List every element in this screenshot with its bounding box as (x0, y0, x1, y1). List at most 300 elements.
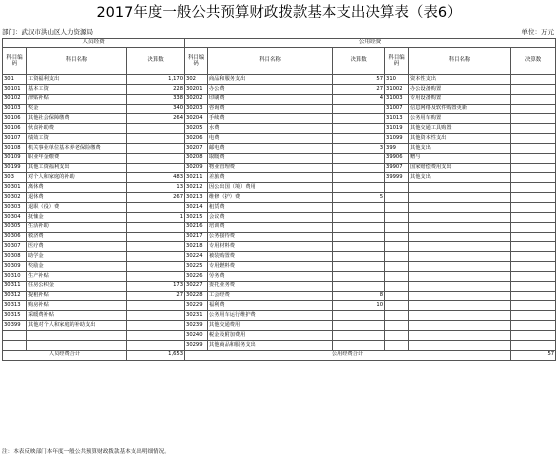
report-title: 2017年度一般公共预算财政拨款基本支出决算表（表6） (96, 5, 462, 21)
amount-cell (127, 202, 185, 212)
table-row (3, 124, 556, 134)
amount-cell: 1,170 (127, 75, 185, 85)
code-cell: 30101 (3, 84, 27, 94)
amount-cell (333, 104, 385, 114)
code-cell: 31099 (385, 134, 409, 144)
code-cell: 30306 (3, 232, 27, 242)
amount-cell: 228 (127, 84, 185, 94)
name-cell (409, 301, 511, 311)
name-cell: 其他工资福利支出 (27, 163, 127, 173)
amount-cell: 483 (127, 173, 185, 183)
amount-cell (511, 291, 556, 301)
amount-cell (511, 104, 556, 114)
amount-cell (333, 202, 385, 212)
table-row (3, 183, 556, 193)
amount-cell (127, 134, 185, 144)
name-cell: 对个人和家庭的补助 (27, 173, 127, 183)
amount-cell: 340 (127, 104, 185, 114)
name-cell: 劳务费 (208, 271, 333, 281)
table-row (3, 262, 556, 272)
name-cell: 信息网络及软件购置更新 (409, 104, 511, 114)
code-cell: 30302 (3, 193, 27, 203)
name-cell: 专用材料费 (208, 242, 333, 252)
amount-cell (333, 271, 385, 281)
name-cell: 被装购置费 (208, 252, 333, 262)
amount-cell (127, 330, 185, 340)
code-cell: 30228 (185, 291, 208, 301)
code-cell: 30231 (185, 311, 208, 321)
name-cell (409, 340, 511, 350)
name-cell: 其他支出 (409, 173, 511, 183)
code-cell: 30107 (3, 134, 27, 144)
code-cell (385, 183, 409, 193)
code-cell (385, 262, 409, 272)
code-cell: 30304 (3, 212, 27, 222)
code-cell (3, 340, 27, 350)
code-cell (385, 242, 409, 252)
code-cell: 30203 (185, 104, 208, 114)
table-row (3, 75, 556, 85)
group-header-row (3, 39, 556, 48)
code-cell: 30305 (3, 222, 27, 232)
name-cell (409, 232, 511, 242)
code-cell: 30108 (3, 143, 27, 153)
name-cell (409, 212, 511, 222)
amount-cell (333, 134, 385, 144)
name-cell: 生产补贴 (27, 271, 127, 281)
name-cell: 专用设备购置 (409, 94, 511, 104)
amount-cell: 27 (127, 291, 185, 301)
amount-cell (127, 153, 185, 163)
code-cell (385, 311, 409, 321)
code-cell: 30225 (185, 262, 208, 272)
code-cell: 301 (3, 75, 27, 85)
name-cell: 物业管理费 (208, 163, 333, 173)
code-cell: 302 (185, 75, 208, 85)
table-row (3, 193, 556, 203)
name-cell: 差旅费 (208, 173, 333, 183)
code-cell: 30303 (3, 202, 27, 212)
table-row (3, 291, 556, 301)
amount-header: 决算数 (333, 48, 385, 75)
code-cell: 30106 (3, 124, 27, 134)
amount-cell (127, 340, 185, 350)
code-cell: 30308 (3, 252, 27, 262)
name-cell (409, 330, 511, 340)
amount-cell (333, 330, 385, 340)
amount-cell (511, 330, 556, 340)
name-cell: 离休费 (27, 183, 127, 193)
amount-cell (511, 262, 556, 272)
code-cell: 30211 (185, 173, 208, 183)
name-cell (409, 202, 511, 212)
table-row (3, 84, 556, 94)
amount-cell: 267 (127, 193, 185, 203)
amount-cell: 27 (333, 84, 385, 94)
name-cell (409, 291, 511, 301)
name-cell: 维修（护）费 (208, 193, 333, 203)
amount-cell (333, 321, 385, 331)
footnote: 注：本表反映部门本年度一般公共预算财政拨款基本支出明细情况。 (2, 449, 170, 455)
name-cell: 培训费 (208, 222, 333, 232)
code-cell: 303 (3, 173, 27, 183)
amount-cell (127, 311, 185, 321)
code-cell: 30208 (185, 153, 208, 163)
name-cell: 助学金 (27, 252, 127, 262)
amount-cell (333, 114, 385, 124)
code-header: 科目编码 (385, 48, 409, 75)
amount-cell (511, 173, 556, 183)
code-cell: 39906 (385, 153, 409, 163)
name-cell: 津贴补贴 (27, 94, 127, 104)
code-cell: 30207 (185, 143, 208, 153)
amount-cell (511, 321, 556, 331)
amount-header: 决算数 (511, 48, 556, 75)
table-row (3, 222, 556, 232)
code-cell: 31013 (385, 114, 409, 124)
amount-cell (127, 232, 185, 242)
amount-cell (511, 193, 556, 203)
name-cell (409, 193, 511, 203)
name-cell: 取暖费 (208, 153, 333, 163)
code-cell (385, 301, 409, 311)
amount-cell (511, 114, 556, 124)
name-cell: 办公费 (208, 84, 333, 94)
table-row (3, 340, 556, 350)
code-cell: 30227 (185, 281, 208, 291)
table-row (3, 134, 556, 144)
code-cell: 30202 (185, 94, 208, 104)
amount-cell (127, 143, 185, 153)
code-cell (385, 340, 409, 350)
code-cell: 31002 (385, 84, 409, 94)
amount-cell (333, 153, 385, 163)
table-row (3, 143, 556, 153)
amount-cell (511, 124, 556, 134)
amount-cell (333, 242, 385, 252)
amount-cell (127, 252, 185, 262)
amount-cell: 57 (333, 75, 385, 85)
table-row (3, 114, 556, 124)
amount-cell (511, 94, 556, 104)
amount-cell: 5 (333, 193, 385, 203)
amount-cell (333, 163, 385, 173)
code-cell: 30109 (3, 153, 27, 163)
code-cell: 30106 (3, 114, 27, 124)
amount-cell: 13 (127, 183, 185, 193)
code-cell: 30301 (3, 183, 27, 193)
code-cell: 30224 (185, 252, 208, 262)
code-cell: 30399 (3, 321, 27, 331)
name-cell: 伙食补助费 (27, 124, 127, 134)
name-cell: 工会经费 (208, 291, 333, 301)
code-cell: 30213 (185, 193, 208, 203)
name-cell: 生活补助 (27, 222, 127, 232)
amount-cell (333, 281, 385, 291)
name-cell: 绩效工资 (27, 134, 127, 144)
code-cell: 30215 (185, 212, 208, 222)
public-total-amount: 57 (511, 350, 556, 360)
amount-cell (333, 222, 385, 232)
table-row (3, 163, 556, 173)
code-cell (385, 222, 409, 232)
amount-cell (127, 222, 185, 232)
amount-cell (511, 232, 556, 242)
amount-cell (511, 311, 556, 321)
code-cell (385, 291, 409, 301)
name-cell: 奖金 (27, 104, 127, 114)
amount-cell (511, 153, 556, 163)
amount-cell: 338 (127, 94, 185, 104)
name-cell: 机关事业单位基本养老保险缴费 (27, 143, 127, 153)
name-cell: 租赁费 (208, 202, 333, 212)
code-cell: 30310 (3, 271, 27, 281)
amount-cell (333, 124, 385, 134)
code-cell: 30214 (185, 202, 208, 212)
name-cell: 职业年金缴费 (27, 153, 127, 163)
amount-cell (333, 232, 385, 242)
name-cell: 邮电费 (208, 143, 333, 153)
table-row (3, 232, 556, 242)
name-cell: 赠与 (409, 153, 511, 163)
table-row (3, 94, 556, 104)
amount-header: 决算数 (127, 48, 185, 75)
name-cell (409, 281, 511, 291)
amount-cell (127, 163, 185, 173)
name-cell (409, 252, 511, 262)
name-header: 科目名称 (409, 48, 511, 75)
amount-cell (511, 271, 556, 281)
name-cell: 其他支出 (409, 143, 511, 153)
name-cell: 住房公积金 (27, 281, 127, 291)
code-cell: 31019 (385, 124, 409, 134)
name-cell: 抚恤金 (27, 212, 127, 222)
personnel-group-header: 人员经费 (3, 39, 185, 48)
name-cell: 救济费 (27, 232, 127, 242)
code-cell: 30307 (3, 242, 27, 252)
public-group-header: 公用经费 (185, 39, 556, 48)
amount-cell (511, 301, 556, 311)
table-row (3, 242, 556, 252)
name-cell: 因公出国（境）费用 (208, 183, 333, 193)
totals-row (3, 350, 556, 360)
code-cell: 30309 (3, 262, 27, 272)
expenditure-table-container (2, 38, 555, 361)
code-cell: 30239 (185, 321, 208, 331)
table-row (3, 271, 556, 281)
name-cell: 其他资本性支出 (409, 134, 511, 144)
amount-cell: 3 (333, 143, 385, 153)
code-cell: 30102 (3, 94, 27, 104)
code-cell: 39999 (385, 173, 409, 183)
amount-cell (333, 340, 385, 350)
code-cell: 30217 (185, 232, 208, 242)
name-cell: 其他对个人和家庭的补助支出 (27, 321, 127, 331)
name-cell (409, 271, 511, 281)
public-total-label: 公用经费合计 (185, 350, 511, 360)
code-cell (385, 321, 409, 331)
column-header-row (3, 48, 556, 75)
name-cell (409, 183, 511, 193)
code-cell: 30205 (185, 124, 208, 134)
name-cell (409, 222, 511, 232)
name-cell: 提租补贴 (27, 291, 127, 301)
code-cell: 39907 (385, 163, 409, 173)
name-cell: 办公设备购置 (409, 84, 511, 94)
code-cell (3, 330, 27, 340)
code-cell: 30103 (3, 104, 27, 114)
code-cell: 30209 (185, 163, 208, 173)
name-cell: 商品和服务支出 (208, 75, 333, 85)
amount-cell: 1 (127, 212, 185, 222)
department-label: 部门：武汉市洪山区人力资源局 (2, 28, 93, 36)
amount-cell (511, 222, 556, 232)
table-row (3, 330, 556, 340)
code-cell: 30311 (3, 281, 27, 291)
code-cell: 30313 (3, 301, 27, 311)
amount-cell: 8 (333, 291, 385, 301)
code-cell: 30212 (185, 183, 208, 193)
amount-cell (511, 212, 556, 222)
name-cell: 公务用车运行维护费 (208, 311, 333, 321)
amount-cell (127, 301, 185, 311)
code-cell: 31007 (385, 104, 409, 114)
amount-cell (127, 271, 185, 281)
table-row (3, 321, 556, 331)
name-cell: 手续费 (208, 114, 333, 124)
amount-cell (333, 262, 385, 272)
name-cell: 公务接待费 (208, 232, 333, 242)
amount-cell (511, 134, 556, 144)
amount-cell (511, 252, 556, 262)
code-cell (385, 330, 409, 340)
amount-cell (333, 212, 385, 222)
code-cell: 30204 (185, 114, 208, 124)
code-cell: 30216 (185, 222, 208, 232)
name-cell: 委托业务费 (208, 281, 333, 291)
name-cell: 基本工资 (27, 84, 127, 94)
code-header: 科目编码 (3, 48, 27, 75)
table-row (3, 252, 556, 262)
personnel-total-amount: 1,653 (127, 350, 185, 360)
amount-cell (511, 84, 556, 94)
table-row (3, 173, 556, 183)
table-row (3, 301, 556, 311)
unit-label: 单位：万元 (521, 28, 554, 36)
name-cell: 公务用车购置 (409, 114, 511, 124)
amount-cell (511, 281, 556, 291)
code-cell (385, 202, 409, 212)
name-cell: 其他交通费用 (208, 321, 333, 331)
code-cell: 30199 (3, 163, 27, 173)
name-cell: 奖励金 (27, 262, 127, 272)
name-cell (409, 262, 511, 272)
code-cell: 30240 (185, 330, 208, 340)
code-cell: 30201 (185, 84, 208, 94)
amount-cell (511, 202, 556, 212)
name-cell (409, 311, 511, 321)
name-cell (409, 321, 511, 331)
code-cell (385, 212, 409, 222)
table-row (3, 281, 556, 291)
table-row (3, 212, 556, 222)
code-cell (385, 232, 409, 242)
amount-cell: 173 (127, 281, 185, 291)
amount-cell (333, 183, 385, 193)
code-cell: 30312 (3, 291, 27, 301)
code-cell: 30229 (185, 301, 208, 311)
expenditure-table (2, 38, 556, 361)
name-cell: 工资福利支出 (27, 75, 127, 85)
table-row (3, 202, 556, 212)
name-header: 科目名称 (208, 48, 333, 75)
name-cell: 国家赔偿费用支出 (409, 163, 511, 173)
amount-cell (511, 340, 556, 350)
amount-cell (511, 242, 556, 252)
code-cell: 30218 (185, 242, 208, 252)
code-cell: 31003 (385, 94, 409, 104)
amount-cell: 264 (127, 114, 185, 124)
amount-cell (127, 262, 185, 272)
personnel-total-label: 人员经费合计 (3, 350, 127, 360)
amount-cell (127, 242, 185, 252)
code-cell: 30226 (185, 271, 208, 281)
code-cell: 399 (385, 143, 409, 153)
amount-cell (127, 124, 185, 134)
name-cell: 其他交通工具购置 (409, 124, 511, 134)
name-cell: 医疗费 (27, 242, 127, 252)
code-cell (385, 271, 409, 281)
name-cell: 其他商品和服务支出 (208, 340, 333, 350)
code-cell (385, 252, 409, 262)
name-cell: 资本性支出 (409, 75, 511, 85)
name-cell: 其他社会保障缴费 (27, 114, 127, 124)
amount-cell (333, 173, 385, 183)
amount-cell (333, 311, 385, 321)
table-row (3, 104, 556, 114)
name-cell: 福利费 (208, 301, 333, 311)
amount-cell (511, 143, 556, 153)
code-cell (385, 193, 409, 203)
table-row (3, 153, 556, 163)
amount-cell (511, 183, 556, 193)
table-row (3, 311, 556, 321)
name-cell (27, 340, 127, 350)
code-header: 科目编码 (185, 48, 208, 75)
amount-cell (511, 75, 556, 85)
amount-cell: 4 (333, 94, 385, 104)
name-cell: 水费 (208, 124, 333, 134)
name-cell: 电费 (208, 134, 333, 144)
name-cell: 印刷费 (208, 94, 333, 104)
name-cell (409, 242, 511, 252)
name-cell: 专用燃料费 (208, 262, 333, 272)
name-cell: 税金及附加费用 (208, 330, 333, 340)
name-cell: 会议费 (208, 212, 333, 222)
code-cell: 310 (385, 75, 409, 85)
code-cell: 30206 (185, 134, 208, 144)
name-cell: 退休费 (27, 193, 127, 203)
name-cell: 采暖费补贴 (27, 311, 127, 321)
name-header: 科目名称 (27, 48, 127, 75)
amount-cell (127, 321, 185, 331)
amount-cell (333, 252, 385, 262)
code-cell: 30315 (3, 311, 27, 321)
name-cell: 退职（役）费 (27, 202, 127, 212)
code-cell (385, 281, 409, 291)
name-cell (27, 330, 127, 340)
name-cell: 咨询费 (208, 104, 333, 114)
